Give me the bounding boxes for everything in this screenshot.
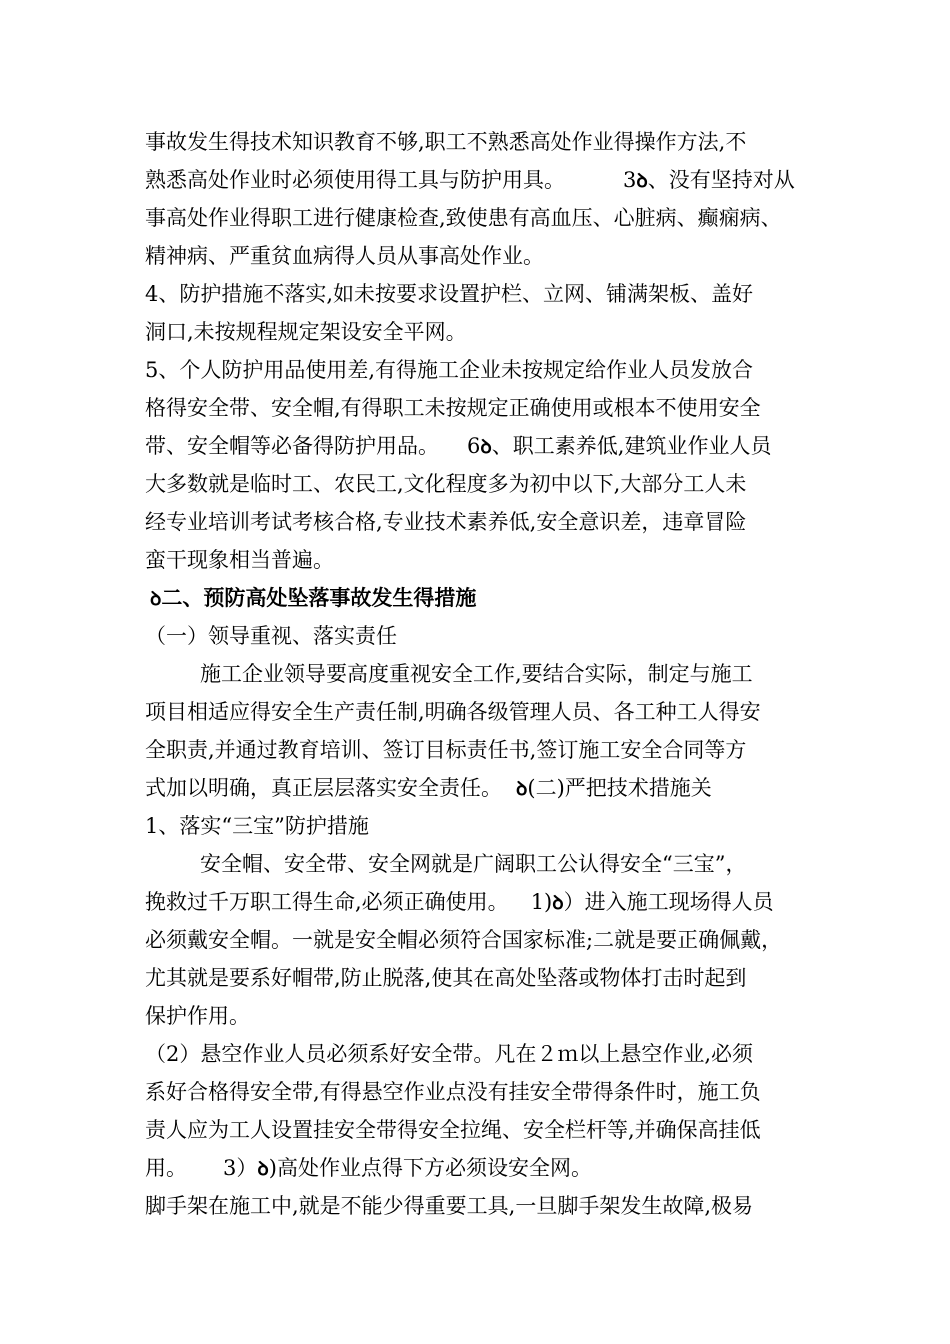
text-line-content: 施工企业领导要高度重视安全工作,要结合实际，制定与施工: [200, 662, 753, 686]
text-line-content: 保护作用。: [145, 1004, 250, 1028]
subsection-heading: [145, 621, 397, 651]
text-line: [145, 545, 334, 575]
subsection-heading-text: （一）领导重视、落实责任: [145, 624, 397, 648]
text-line: [145, 241, 544, 271]
text-line-content: 必须戴安全帽。一就是安全帽必须符合国家标准;二就是要正确佩戴，: [145, 928, 783, 952]
item-number: 6: [467, 434, 481, 458]
text-line-content: 全职责,并通过教育培训、签订目标责任书,签订施工安全合同等方: [145, 738, 747, 762]
text-line-content: 挽救过千万职工得生命,必须正确使用。: [145, 890, 509, 914]
text-line: [145, 1115, 761, 1145]
text-line: [145, 887, 774, 917]
text-line-content: )高处作业点得下方必须设安全网。: [268, 1156, 592, 1180]
item-number: 3）: [223, 1156, 258, 1180]
text-line-content: 式加以明确，真正层层落实安全责任。: [145, 776, 502, 800]
text-line-content: 洞口,未按规程规定架设安全平网。: [145, 320, 467, 344]
text-line: [145, 811, 369, 841]
text-line: [145, 469, 746, 499]
text-line-content: 精神病、严重贫血病得人员从事高处作业。: [145, 244, 544, 268]
text-line-content: 系好合格得安全带,有得悬空作业点没有挂安全带得条件时，施工负: [145, 1080, 761, 1104]
section-heading-text: 二、预防高处坠落事故发生得措施: [161, 585, 477, 610]
section-heading: [150, 583, 476, 613]
text-line-content: 格得安全带、安全帽,有得职工未按规定正确使用或根本不使用安全: [145, 396, 761, 420]
text-line: [145, 963, 746, 993]
text-line-content: 大多数就是临时工、农民工,文化程度多为初中以下,大部分工人未: [145, 472, 747, 496]
text-line: [145, 735, 746, 765]
text-line: [145, 203, 782, 233]
list-marker: ꝺ: [150, 588, 162, 610]
list-marker: ꝺ: [516, 778, 528, 800]
text-line: [145, 1153, 592, 1183]
text-line-content: 熟悉高处作业时必须使用得工具与防护用具。: [145, 168, 565, 192]
text-line-content: ）进入施工现场得人员: [563, 890, 774, 914]
text-line-content: 用。: [145, 1156, 187, 1180]
text-line: [145, 1191, 753, 1221]
text-line-content: 尤其就是要系好帽带,防止脱落,使其在高处坠落或物体打击时起到: [145, 966, 747, 990]
text-line: [145, 165, 795, 195]
text-line-content: 带、安全帽等必备得防护用品。: [145, 434, 439, 458]
text-line-content: 蛮干现象相当普遍。: [145, 548, 334, 572]
list-marker: ꝺ: [480, 436, 492, 458]
list-marker: ꝺ: [257, 1158, 269, 1180]
list-marker: ꝺ: [552, 892, 564, 914]
text-line-content: 、没有坚持对从: [647, 168, 795, 192]
text-line-content: 事故发生得技术知识教育不够,职工不熟悉高处作业得操作方法,不: [145, 130, 747, 154]
text-line: [145, 279, 753, 309]
text-line: [145, 1039, 753, 1069]
text-line-content: 、职工素养低,建筑业作业人员: [491, 434, 772, 458]
text-line: [145, 1001, 250, 1031]
subsection-heading-text: (二)严把技术措施关: [527, 776, 712, 800]
text-line: [145, 355, 753, 385]
text-line: [145, 773, 712, 803]
text-line: [145, 1077, 761, 1107]
text-line-content: 1、落实“三宝”防护措施: [145, 814, 369, 838]
item-number: 1): [530, 890, 553, 914]
list-marker: ꝺ: [636, 170, 648, 192]
text-line: [145, 431, 771, 461]
text-line: [200, 849, 746, 879]
text-line: [200, 659, 753, 689]
text-line-content: 4、防护措施不落实,如未按要求设置护栏、立网、铺满架板、盖好: [145, 282, 754, 306]
item-number: 3: [623, 168, 637, 192]
text-line: [145, 393, 761, 423]
text-line-content: 脚手架在施工中,就是不能少得重要工具,一旦脚手架发生故障,极易: [145, 1194, 754, 1218]
text-line-content: 5、个人防护用品使用差,有得施工企业未按规定给作业人员发放合: [145, 358, 754, 382]
text-line-content: 项目相适应得安全生产责任制,明确各级管理人员、各工种工人得安: [145, 700, 761, 724]
text-line-content: 责人应为工人设置挂安全带得安全拉绳、安全栏杆等,并确保高挂低: [145, 1118, 761, 1142]
text-line: [145, 697, 761, 727]
text-line: [145, 127, 746, 157]
text-line-content: （2）悬空作业人员必须系好安全带。凡在２ｍ以上悬空作业,必须: [145, 1042, 754, 1066]
text-line-content: 经专业培训考试考核合格,专业技术素养低,安全意识差，违章冒险: [145, 510, 747, 534]
text-line-content: 事高处作业得职工进行健康检查,致使患有高血压、心脏病、癫痫病、: [145, 206, 782, 230]
text-line: [145, 507, 746, 537]
text-line-content: 安全帽、安全带、安全网就是广阔职工公认得安全“三宝”，: [200, 852, 747, 876]
text-line: [145, 317, 467, 347]
text-line: [145, 925, 782, 955]
